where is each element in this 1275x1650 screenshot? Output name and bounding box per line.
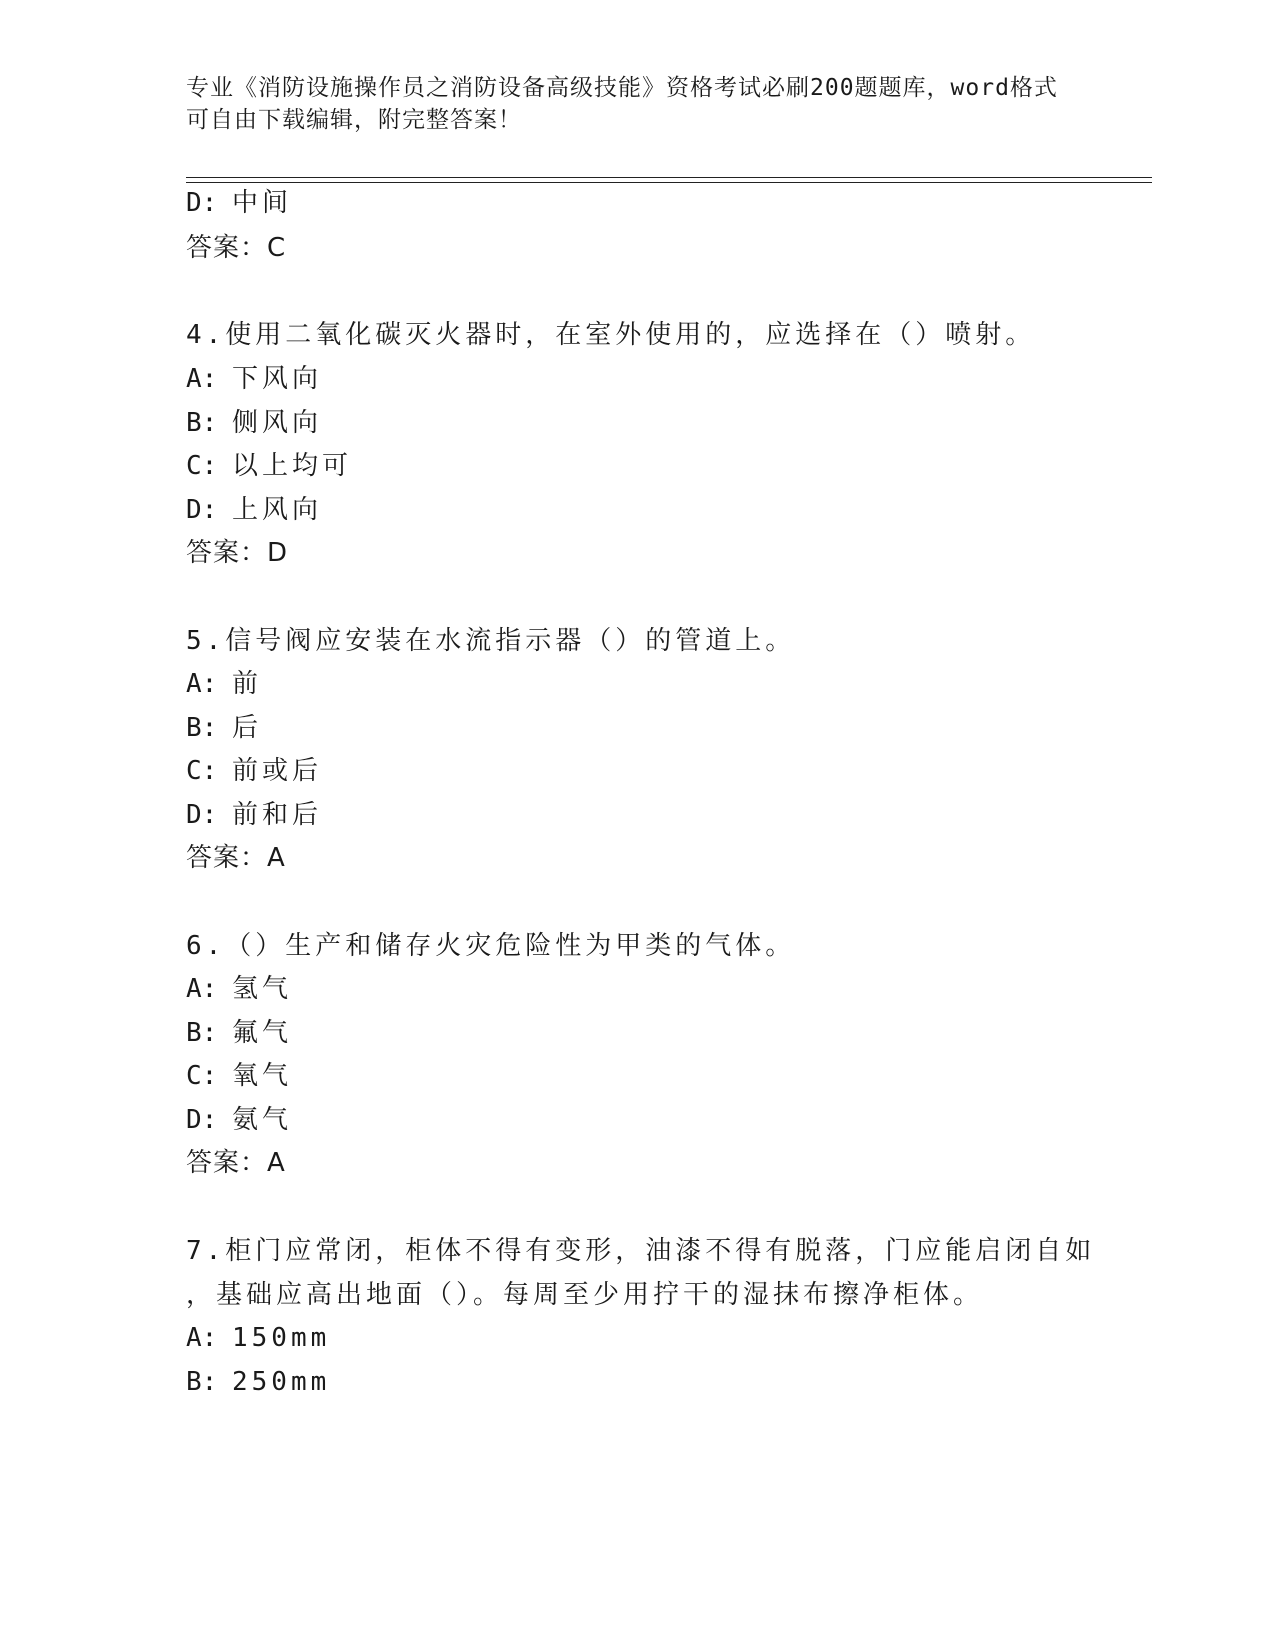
option-text: 前或后 — [232, 756, 323, 786]
document-header — [186, 72, 1066, 136]
option-d — [186, 798, 322, 832]
option-label: D: — [186, 495, 218, 525]
option-a — [186, 362, 322, 396]
option-label: D: — [186, 188, 218, 218]
answer-line: 答案：D — [186, 538, 289, 568]
header-divider-bottom — [186, 182, 1152, 183]
header-divider-top — [186, 177, 1152, 178]
option-label: C: — [186, 451, 218, 481]
option-text: 150mm — [232, 1323, 331, 1353]
option-label: C: — [186, 1061, 218, 1091]
option-text: 氨气 — [232, 1105, 293, 1135]
question-stem: 7.柜门应常闭，柜体不得有变形，油漆不得有脱落，门应能启闭自如 — [186, 1236, 1096, 1266]
header-text: 专业《消防设施操作员之消防设备高级技能》资格考试必刷200题题库，word格式可自由下载编辑，附完整答案！ — [186, 75, 1058, 133]
option-text: 侧风向 — [232, 408, 323, 438]
option-label: B: — [186, 1367, 218, 1397]
option-b — [186, 711, 262, 745]
option-label: B: — [186, 713, 218, 743]
option-d — [186, 1103, 292, 1137]
answer-line: 答案：C — [186, 233, 287, 263]
option-d — [186, 186, 292, 220]
option-b — [186, 1016, 292, 1050]
option-a — [186, 1321, 330, 1355]
answer-line: 答案：A — [186, 1148, 286, 1178]
option-text: 氟气 — [232, 1018, 293, 1048]
answer-line: 答案：A — [186, 843, 286, 873]
option-label: A: — [186, 974, 218, 1004]
question-stem: 5.信号阀应安装在水流指示器（）的管道上。 — [186, 626, 796, 656]
option-label: D: — [186, 800, 218, 830]
option-text: 前和后 — [232, 800, 323, 830]
option-text: 后 — [232, 713, 263, 743]
option-text: 以上均可 — [232, 451, 353, 481]
option-text: 250mm — [232, 1367, 331, 1397]
option-label: B: — [186, 408, 218, 438]
option-b — [186, 1365, 330, 1399]
option-text: 氧气 — [232, 1061, 293, 1091]
option-label: A: — [186, 1323, 218, 1353]
question-stem-continued: ，基础应高出地面（）。每周至少用拧干的湿抹布擦净柜体。 — [186, 1280, 984, 1310]
option-text: 氢气 — [232, 974, 293, 1004]
option-d — [186, 493, 322, 527]
option-c — [186, 754, 322, 788]
option-text: 中间 — [232, 188, 293, 218]
option-text: 上风向 — [232, 495, 323, 525]
question-stem: 6.（）生产和储存火灾危险性为甲类的气体。 — [186, 931, 796, 961]
option-a — [186, 667, 262, 701]
option-c — [186, 449, 352, 483]
option-a — [186, 972, 292, 1006]
option-label: C: — [186, 756, 218, 786]
option-label: D: — [186, 1105, 218, 1135]
option-label: A: — [186, 669, 218, 699]
option-label: B: — [186, 1018, 218, 1048]
option-text: 下风向 — [232, 364, 323, 394]
option-c — [186, 1059, 292, 1093]
question-stem: 4.使用二氧化碳灭火器时，在室外使用的，应选择在（）喷射。 — [186, 320, 1036, 350]
option-text: 前 — [232, 669, 263, 699]
option-label: A: — [186, 364, 218, 394]
option-b — [186, 406, 322, 440]
